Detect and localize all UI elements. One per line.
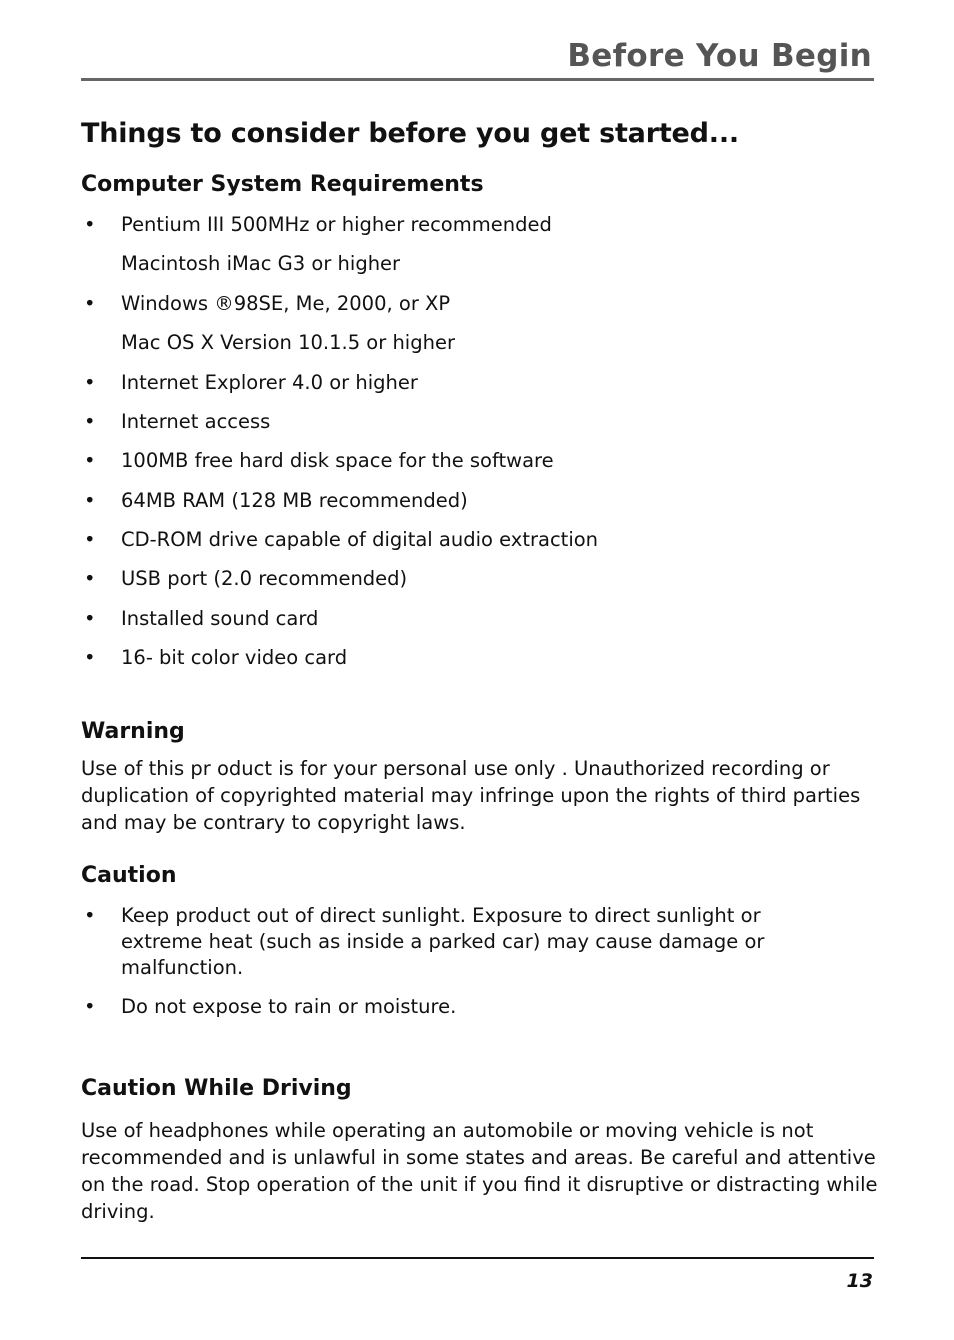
requirements-heading: Computer System Requirements — [81, 172, 484, 197]
bullet-marker: • — [84, 567, 96, 590]
bullet-marker: • — [84, 213, 96, 236]
requirement-text: 100MB free hard disk space for the software — [121, 449, 554, 472]
bullet-marker: • — [84, 410, 96, 433]
requirement-text: CD-ROM drive capable of digital audio extraction — [121, 528, 599, 551]
bullet-marker: • — [84, 607, 96, 630]
caution-driving-heading: Caution While Driving — [81, 1076, 352, 1101]
page-title: Things to consider before you get started... — [81, 118, 739, 149]
page-number: 13 — [846, 1270, 873, 1292]
requirement-text: Windows ®98SE, Me, 2000, or XP — [121, 292, 451, 315]
warning-heading: Warning — [81, 719, 185, 744]
bullet-marker: • — [84, 995, 96, 1018]
caution-text: Do not expose to rain or moisture. — [121, 995, 457, 1018]
bullet-marker: • — [84, 371, 96, 394]
header-divider — [81, 78, 874, 81]
footer-divider — [81, 1257, 874, 1259]
caution-text: Keep product out of direct sunlight. Exposure to direct sunlight or extreme heat (such as inside a parked car) may cause damage or malfunction. — [121, 904, 765, 979]
bullet-marker: • — [84, 449, 96, 472]
bullet-marker: • — [84, 528, 96, 551]
bullet-marker: • — [84, 646, 96, 669]
requirement-text: Pentium III 500MHz or higher recommended — [121, 213, 552, 236]
running-header-title: Before You Begin — [567, 38, 872, 74]
requirement-text: 16- bit color video card — [121, 646, 348, 669]
caution-heading: Caution — [81, 863, 177, 888]
requirement-text: Internet access — [121, 410, 271, 433]
requirement-text: Installed sound card — [121, 607, 319, 630]
requirement-text: USB port (2.0 recommended) — [121, 567, 408, 590]
requirement-subtext: Mac OS X Version 10.1.5 or higher — [121, 331, 455, 354]
bullet-marker: • — [84, 904, 96, 927]
caution-driving-text: Use of headphones while operating an automobile or moving vehicle is not recommended and is unlawful in some states and areas. Be careful and attentive on the road. Stop operation of the unit if you find it disruptive or distracting while driving. — [81, 1119, 878, 1223]
requirement-subtext: Macintosh iMac G3 or higher — [121, 252, 401, 275]
bullet-marker: • — [84, 489, 96, 512]
requirement-text: 64MB RAM (128 MB recommended) — [121, 489, 468, 512]
warning-text: Use of this pr oduct is for your personal use only . Unauthorized recording or duplication of copyrighted material may infringe upon the rights of third parties and may be contrary to copyright laws. — [81, 757, 861, 834]
bullet-marker: • — [84, 292, 96, 315]
requirement-text: Internet Explorer 4.0 or higher — [121, 371, 418, 394]
